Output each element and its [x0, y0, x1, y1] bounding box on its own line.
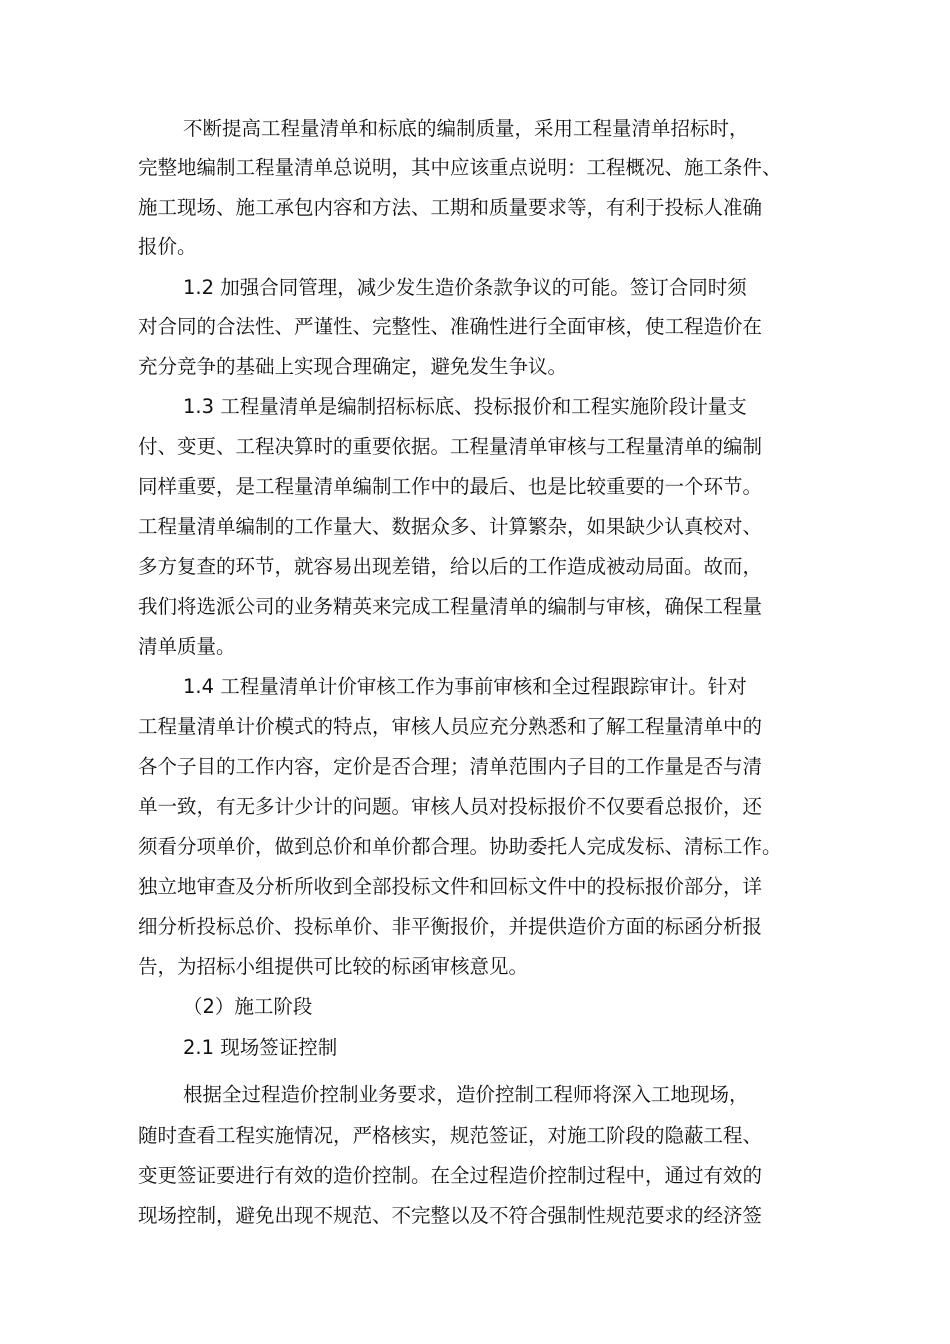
paragraph-line: 充分竞争的基础上实现合理确定，避免发生争议。: [138, 355, 568, 378]
paragraph-line: 现场控制，避免出现不规范、不完整以及不符合强制性规范要求的经济签: [138, 1204, 763, 1227]
paragraph-line: 细分析投标总价、投标单价、非平衡报价，并提供造价方面的标函分析报: [138, 915, 763, 938]
paragraph-line: 我们将选派公司的业务精英来完成工程量清单的编制与审核，确保工程量: [138, 595, 763, 618]
paragraph-line: 同样重要，是工程量清单编制工作中的最后、也是比较重要的一个环节。: [138, 475, 763, 498]
paragraph-line: 1.4 工程量清单计价审核工作为事前审核和全过程跟踪审计。针对: [183, 675, 747, 698]
paragraph-line: 1.3 工程量清单是编制招标标底、投标报价和工程实施阶段计量支: [183, 395, 747, 418]
paragraph-line: 不断提高工程量清单和标底的编制质量，采用工程量清单招标时，: [183, 117, 749, 140]
paragraph-line: 工程量清单编制的工作量大、数据众多、计算繁杂，如果缺少认真校对、: [138, 515, 763, 538]
paragraph-line: 随时查看工程实施情况，严格核实，规范签证，对施工阶段的隐蔽工程、: [138, 1124, 763, 1147]
paragraph-line: 对合同的合法性、严谨性、完整性、准确性进行全面审核，使工程造价在: [138, 315, 763, 338]
paragraph-line: 付、变更、工程决算时的重要依据。工程量清单审核与工程量清单的编制: [138, 435, 763, 458]
paragraph-line: 须看分项单价，做到总价和单价都合理。协助委托人完成发标、清标工作。: [138, 835, 782, 858]
paragraph-line: 变更签证要进行有效的造价控制。在全过程造价控制过程中，通过有效的: [138, 1164, 763, 1187]
paragraph-line: 单一致，有无多计少计的问题。审核人员对投标报价不仅要看总报价，还: [138, 795, 763, 818]
paragraph-line: 根据全过程造价控制业务要求，造价控制工程师将深入工地现场，: [183, 1083, 749, 1106]
section-heading: （2）施工阶段: [183, 995, 313, 1018]
paragraph-line: 独立地审查及分析所收到全部投标文件和回标文件中的投标报价部分，详: [138, 875, 763, 898]
paragraph-line: 1.2 加强合同管理，减少发生造价条款争议的可能。签订合同时须: [183, 276, 747, 299]
paragraph-line: 多方复查的环节，就容易出现差错，给以后的工作造成被动局面。故而，: [138, 555, 763, 578]
paragraph-line: 清单质量。: [138, 635, 236, 658]
paragraph-line: 各个子目的工作内容，定价是否合理；清单范围内子目的工作量是否与清: [138, 755, 763, 778]
paragraph-line: 施工现场、施工承包内容和方法、工期和质量要求等，有利于投标人准确: [138, 196, 763, 219]
paragraph-line: 告，为招标小组提供可比较的标函审核意见。: [138, 955, 529, 978]
paragraph-line: 工程量清单计价模式的特点，审核人员应充分熟悉和了解工程量清单中的: [138, 715, 763, 738]
paragraph-line: 报价。: [138, 235, 197, 258]
paragraph-line: 完整地编制工程量清单总说明，其中应该重点说明：工程概况、施工条件、: [138, 156, 782, 179]
subsection-heading: 2.1 现场签证控制: [183, 1036, 338, 1059]
